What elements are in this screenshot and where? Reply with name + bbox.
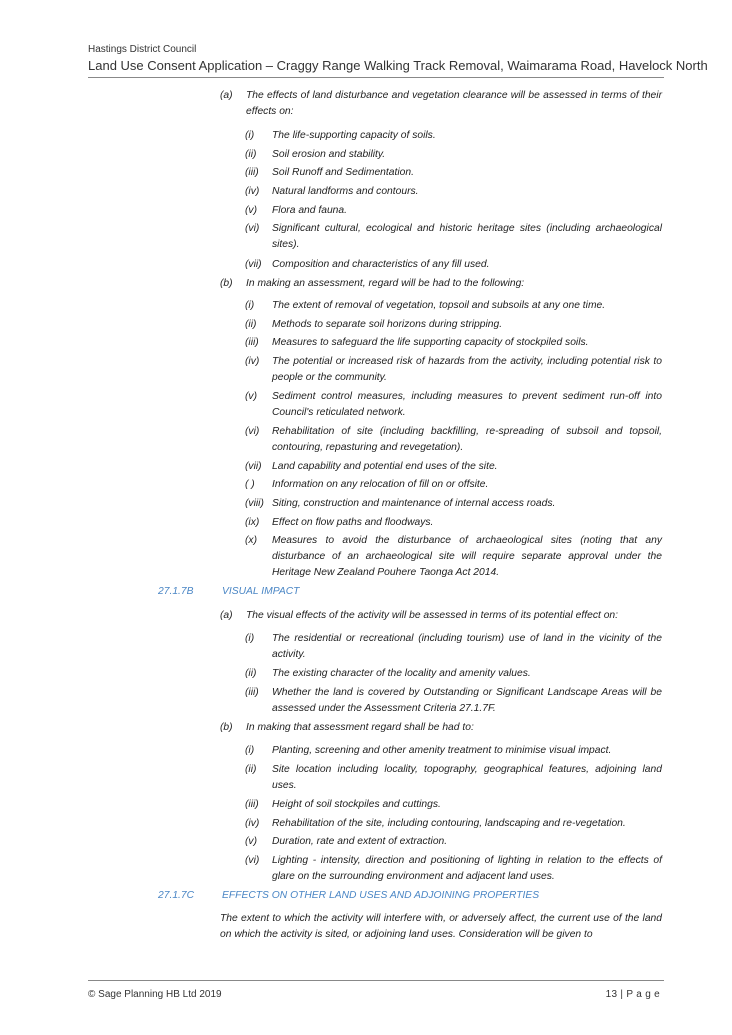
list-text: Flora and fauna. [272, 205, 347, 216]
list-text: Measures to safeguard the life supporting capacity of stockpiled soils. [272, 337, 589, 348]
list-label: (iii) [245, 337, 259, 348]
list-label: (i) [245, 633, 255, 644]
footer-divider [88, 980, 664, 981]
list-text: The residential or recreational (including tourism) use of land in the vicinity of the activity. [272, 633, 662, 660]
clause-text: In making that assessment regard shall be had to: [246, 722, 474, 733]
list-text: Lighting - intensity, direction and positioning of lighting in relation to the effects of glare on the surrounding environment and adjacent land uses. [272, 855, 662, 882]
list-label: (viii) [245, 498, 264, 509]
section-title: VISUAL IMPACT [222, 586, 300, 597]
list-label: (x) [245, 535, 258, 546]
clause-label: (b) [220, 278, 233, 289]
list-text: Rehabilitation of site (including backfilling, re-spreading of subsoil and topsoil, contouring, repasturing and revegetation). [272, 426, 662, 453]
clause-text: The effects of land disturbance and vegetation clearance will be assessed in terms of their effects on: [246, 90, 662, 117]
list-label: (iii) [245, 687, 259, 698]
clause-label: (a) [220, 610, 233, 621]
list-label: (i) [245, 745, 255, 756]
header-divider [88, 77, 664, 78]
clause-text: The visual effects of the activity will be assessed in terms of its potential effect on: [246, 610, 619, 621]
list-text: Duration, rate and extent of extraction. [272, 836, 448, 847]
list-text: Land capability and potential end uses of the site. [272, 461, 498, 472]
list-label: (i) [245, 130, 255, 141]
list-text: The life-supporting capacity of soils. [272, 130, 436, 141]
list-text: The extent of removal of vegetation, topsoil and subsoils at any one time. [272, 300, 606, 311]
footer-copyright: © Sage Planning HB Ltd 2019 [88, 989, 222, 1000]
list-label: (ii) [245, 319, 257, 330]
list-label: (iv) [245, 186, 260, 197]
list-text: Natural landforms and contours. [272, 186, 419, 197]
list-label: (vi) [245, 426, 260, 437]
list-label: (vi) [245, 855, 260, 866]
footer-page-number: 13 | P a g e [605, 989, 660, 1000]
section-title: EFFECTS ON OTHER LAND USES AND ADJOINING PROPERTIES [222, 890, 540, 901]
list-text: Information on any relocation of fill on or offsite. [272, 479, 489, 490]
list-label: (i) [245, 300, 255, 311]
section-number: 27.1.7C [158, 890, 195, 901]
list-text: The existing character of the locality and amenity values. [272, 668, 531, 679]
clause-label: (b) [220, 722, 233, 733]
section-number: 27.1.7B [158, 586, 194, 597]
paragraph-effects-other-land-uses: The extent to which the activity will interfere with, or adversely affect, the current use of the land on which the activity is sited, or adjoining land uses. Consideration will be given to [220, 913, 662, 940]
list-label: (ii) [245, 149, 257, 160]
list-label: (v) [245, 205, 258, 216]
header-org: Hastings District Council [88, 44, 197, 55]
list-label: (iii) [245, 799, 259, 810]
list-label: (v) [245, 391, 258, 402]
list-label: (vi) [245, 223, 260, 234]
list-label: (iv) [245, 356, 260, 367]
list-text: Height of soil stockpiles and cuttings. [272, 799, 441, 810]
header-title: Land Use Consent Application – Craggy Range Walking Track Removal, Waimarama Road, Havelock North [88, 58, 708, 73]
list-label: (ix) [245, 517, 260, 528]
list-text: Soil Runoff and Sedimentation. [272, 167, 414, 178]
list-text: Site location including locality, topography, geographical features, adjoining land uses. [272, 764, 662, 791]
list-label: (ii) [245, 764, 257, 775]
list-text: Whether the land is covered by Outstanding or Significant Landscape Areas will be assessed under the Assessment Criteria 27.1.7F. [272, 687, 662, 714]
list-text: Methods to separate soil horizons during stripping. [272, 319, 503, 330]
list-text: Rehabilitation of the site, including contouring, landscaping and re-vegetation. [272, 818, 626, 829]
list-label: (ii) [245, 668, 257, 679]
list-label: (iii) [245, 167, 259, 178]
list-text: Measures to avoid the disturbance of archaeological sites (noting that any disturbance of an archaeological site will require separate approval under the Heritage New Zealand Pouhere Taonga Act 2014. [272, 535, 662, 578]
list-text: The potential or increased risk of hazards from the activity, including potential risk to people or the community. [272, 356, 662, 383]
list-label: (vii) [245, 259, 262, 270]
clause-text: In making an assessment, regard will be had to the following: [246, 278, 525, 289]
list-label: (vii) [245, 461, 262, 472]
list-label: ( ) [245, 479, 255, 490]
list-label: (v) [245, 836, 258, 847]
list-text: Sediment control measures, including measures to prevent sediment run-off into Council's reticulated network. [272, 391, 662, 418]
list-text: Composition and characteristics of any fill used. [272, 259, 490, 270]
clause-label: (a) [220, 90, 233, 101]
list-label: (iv) [245, 818, 260, 829]
list-text: Significant cultural, ecological and historic heritage sites (including archaeological sites). [272, 223, 662, 250]
list-text: Effect on flow paths and floodways. [272, 517, 434, 528]
list-text: Siting, construction and maintenance of internal access roads. [272, 498, 556, 509]
list-text: Soil erosion and stability. [272, 149, 386, 160]
list-text: Planting, screening and other amenity treatment to minimise visual impact. [272, 745, 612, 756]
